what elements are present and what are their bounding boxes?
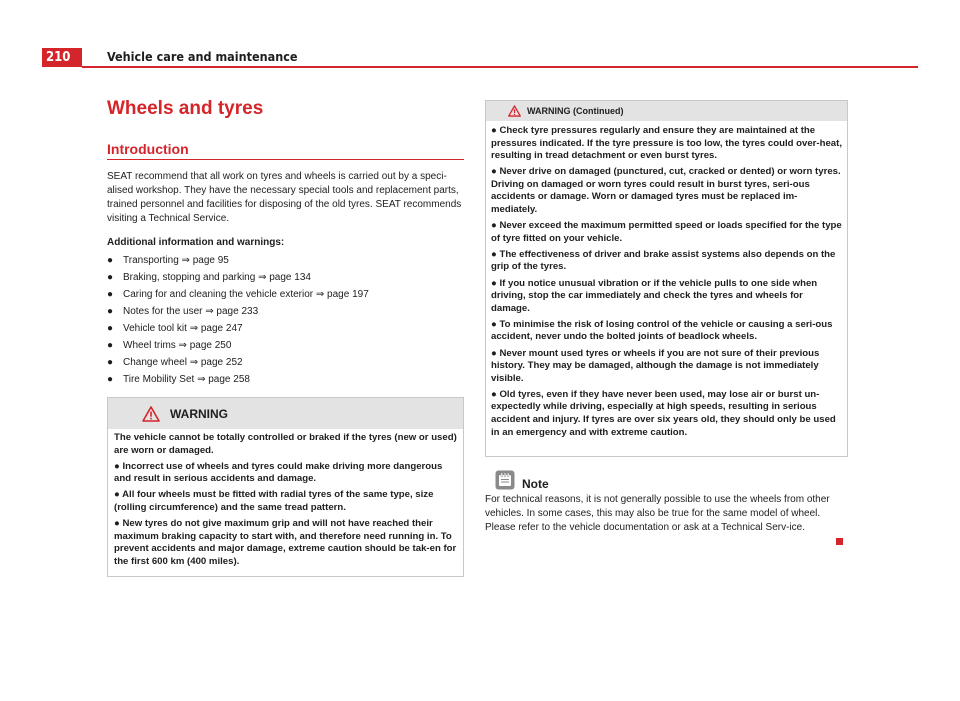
end-of-section-icon	[836, 538, 843, 545]
warning-header	[108, 398, 463, 429]
reference-list-item	[107, 254, 464, 271]
reference-link[interactable]: Vehicle tool kit ⇒ page 247	[123, 323, 243, 334]
additional-info-heading: Additional information and warnings:	[107, 237, 285, 248]
reference-list-item	[107, 305, 464, 322]
note-text: For technical reasons, it is not generally possible to use the wheels from other vehicles. In some cases, this may also be true for the same model of wheel. Please refer to the vehicle documentation or ask at a Technical Serv-ice.	[485, 494, 830, 533]
reference-link[interactable]: Change wheel ⇒ page 252	[123, 357, 243, 368]
bullet-icon: ●	[107, 272, 114, 283]
reference-link[interactable]: Tire Mobility Set ⇒ page 258	[123, 374, 250, 385]
warning-continued-title: WARNING (Continued)	[527, 106, 624, 116]
warning-body	[108, 429, 463, 568]
warning-triangle-icon	[142, 406, 160, 422]
section-divider	[107, 159, 464, 160]
warning-paragraph: ● Incorrect use of wheels and tyres could make driving more dangerous and result in serious accidents and damage.	[114, 460, 443, 485]
bullet-icon: ●	[107, 323, 114, 334]
warning-paragraph: ● The effectiveness of driver and brake assist systems also depends on the grip of the tyres.	[491, 248, 836, 273]
warning-paragraph: ● Old tyres, even if they have never been used, may lose air or burst un-expectedly while driving, especially at high speeds, resulting in serious accident and injury. If tyres are over six years old, they should only be used in an emergency and with extreme caution.	[491, 388, 836, 438]
reference-list-item	[107, 271, 464, 288]
section-heading: Introduction	[107, 141, 189, 157]
header-divider	[82, 66, 918, 68]
intro-paragraph: SEAT recommend that all work on tyres and wheels is carried out by a speci-alised workshop. They have the necessary special tools and replacement parts, trained personnel and facilities for disposing of the old tyres. SEAT recommends visiting a Technical Service.	[107, 171, 462, 224]
warning-continued-header	[486, 101, 847, 121]
warning-paragraph: The vehicle cannot be totally controlled or braked if the tyres (new or used) are worn or damaged.	[114, 432, 457, 456]
note-icon	[495, 470, 515, 494]
reference-link[interactable]: Caring for and cleaning the vehicle exterior ⇒ page 197	[123, 289, 369, 300]
bullet-icon: ●	[107, 306, 114, 317]
warning-paragraph: ● Check tyre pressures regularly and ensure they are maintained at the pressures indicated. If the tyre pressure is too low, the tyres could over-heat, resulting in tread detachment or even burst tyres.	[491, 125, 842, 162]
reference-list-item	[107, 356, 464, 373]
reference-list-item	[107, 373, 464, 390]
reference-list-item	[107, 339, 464, 356]
warning-paragraph: ● New tyres do not give maximum grip and will not have reached their maximum braking capacity to start with, and therefore need running in. To prevent accidents and major damage, extreme caution should be tak-en for the first 600 km (400 miles).	[114, 518, 457, 567]
reference-link[interactable]: Transporting ⇒ page 95	[123, 255, 229, 266]
reference-link[interactable]: Braking, stopping and parking ⇒ page 134	[123, 272, 311, 283]
header-title: Vehicle care and maintenance	[107, 49, 298, 64]
bullet-icon: ●	[107, 340, 114, 351]
warning-title: WARNING	[170, 406, 228, 421]
warning-paragraph: ● If you notice unusual vibration or if the vehicle pulls to one side when driving, stop the car immediately and check the tyres and wheels for damage.	[491, 277, 818, 314]
warning-paragraph: ● To minimise the risk of losing control of the vehicle or causing a seri-ous accident, never undo the bolted joints of beadlock wheels.	[491, 318, 833, 343]
page-title: Wheels and tyres	[107, 98, 264, 119]
reference-list-item	[107, 288, 464, 305]
warning-triangle-icon	[508, 105, 521, 117]
reference-list	[107, 254, 464, 390]
reference-list-item	[107, 322, 464, 339]
warning-continued-body	[486, 121, 847, 439]
warning-box	[107, 397, 464, 577]
bullet-icon: ●	[107, 357, 114, 368]
bullet-icon: ●	[107, 374, 114, 385]
warning-continued-box	[485, 100, 848, 457]
bullet-icon: ●	[107, 255, 114, 266]
page-number: 210	[42, 48, 82, 67]
note-title: Note	[522, 477, 549, 491]
reference-link[interactable]: Notes for the user ⇒ page 233	[123, 306, 259, 317]
warning-paragraph: ● All four wheels must be fitted with radial tyres of the same type, size (rolling circumference) and the same tread pattern.	[114, 489, 434, 513]
warning-paragraph: ● Never exceed the maximum permitted speed or loads specified for the type of tyre fitted on your vehicle.	[491, 220, 842, 244]
bullet-icon: ●	[107, 289, 114, 300]
warning-paragraph: ● Never drive on damaged (punctured, cut, cracked or dented) or worn tyres. Driving on damaged or worn tyres could result in burst tyres, seri-ous accidents or damage. Worn or damaged tyres must be replaced im-mediately.	[491, 166, 841, 216]
reference-link[interactable]: Wheel trims ⇒ page 250	[123, 340, 232, 351]
warning-paragraph: ● Never mount used tyres or wheels if you are not sure of their previous history. They may be damaged, although the damage is not immediately visible.	[491, 347, 820, 384]
